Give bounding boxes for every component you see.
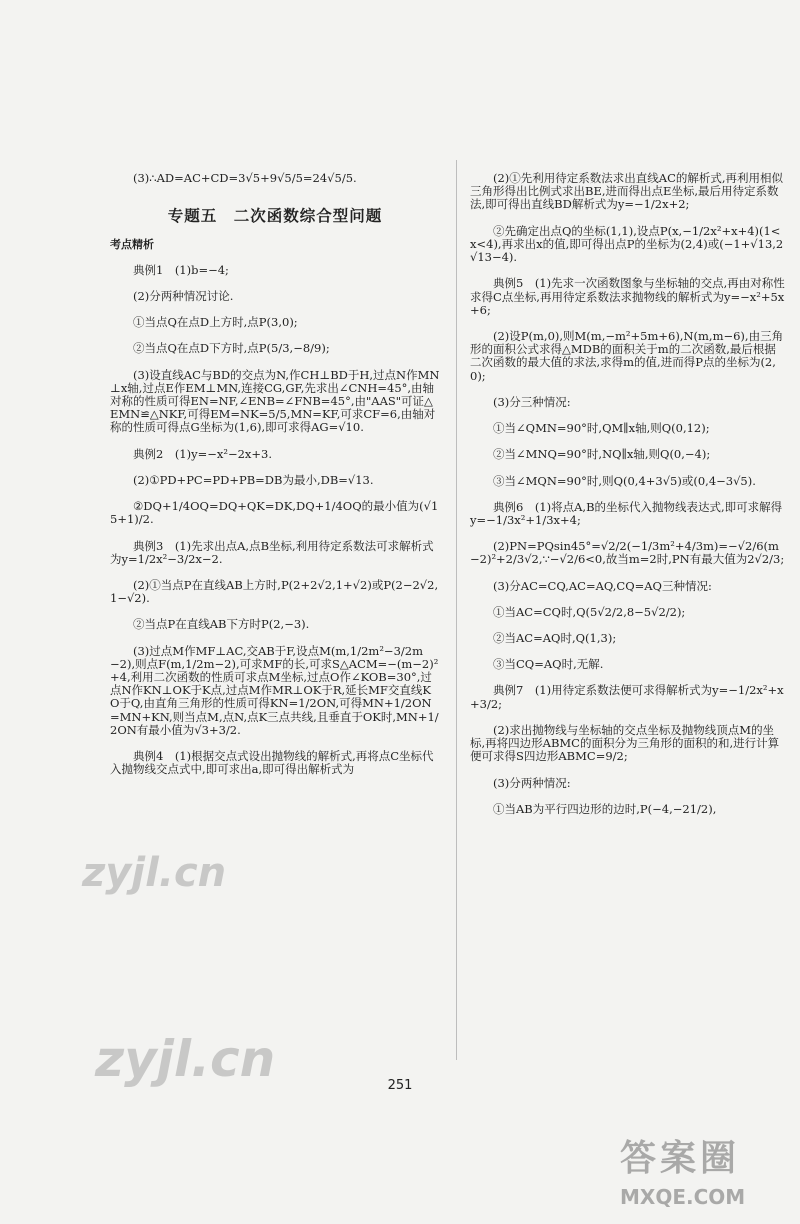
example-5-line: (3)分三种情况: xyxy=(493,394,571,409)
example-5-line: ②当∠MNQ=90°时,NQ∥x轴,则Q(0,−4); xyxy=(493,447,711,462)
example-1-line: (2)分两种情况讨论. xyxy=(133,288,234,303)
logo-domain: MXQE.COM xyxy=(620,1185,746,1209)
logo-title: 答案圈 xyxy=(620,1138,741,1179)
example-1 xyxy=(110,264,440,435)
example-1-line: 典例1 (1)b=−4; xyxy=(133,262,229,277)
example-3-line: 典例3 (1)先求出点A,点B坐标,利用待定系数法可求解析式为y=1/2x²−3/2x−2. xyxy=(110,538,434,566)
left-column xyxy=(110,172,440,790)
example-4 xyxy=(110,750,440,776)
example-3 xyxy=(110,540,440,738)
example-2-line: ②DQ+1/4OQ=DQ+QK=DK,DQ+1/4OQ的最小值为(√15+1)/2. xyxy=(110,499,439,527)
watermark: zyjl.cn xyxy=(82,850,227,896)
example-5-line: ③当∠MQN=90°时,则Q(0,4+3√5)或(0,4−3√5). xyxy=(493,473,756,488)
example-5-line: ①当∠QMN=90°时,QM∥x轴,则Q(0,12); xyxy=(493,421,710,436)
example-6-line: 典例6 (1)将点A,B的坐标代入抛物线表达式,即可求解得y=−1/3x²+1/3x+4; xyxy=(470,499,783,527)
continued-line: (2)①先利用待定系数法求出直线AC的解析式,再利用相似三角形得出比例式求出BE,进而得出点E坐标,最后用待定系数法,即可得出直线BD解析式为y=−1/2x+2; xyxy=(470,171,784,212)
column-divider xyxy=(456,160,457,1060)
example-5 xyxy=(470,277,785,487)
site-logo xyxy=(620,1130,790,1220)
example-5-line: 典例5 (1)先求一次函数图象与坐标轴的交点,再由对称性求得C点坐标,再用待定系数法求抛物线的解析式为y=−x²+5x+6; xyxy=(470,276,785,317)
page-number: 251 xyxy=(387,1078,413,1093)
example-3-line: (2)①当点P在直线AB上方时,P(2+2√2,1+√2)或P(2−2√2,1−√2). xyxy=(110,577,439,606)
example-1-line: (3)设直线AC与BD的交点为N,作CH⊥BD于H,过点N作MN⊥x轴,过点E作EM⊥MN,连接CG,GF,先求出∠CNH=45°,由轴对称的性质可得EN=NF,∠ENB=∠FNB=45°,由"AAS"可证△EMN≌△NKF,可得EM=NK=5/5,MN=KF,可求CF=6,由轴对称的性质可得点G坐标为(1,6),即可求得AG=√10. xyxy=(110,367,440,435)
example-7-line: 典例7 (1)用待定系数法便可求得解析式为y=−1/2x²+x+3/2; xyxy=(470,683,784,711)
example-6-line: (2)PN=PQsin45°=√2/2(−1/3m²+4/3m)=−√2/6(m−2)²+2/3√2,∵−√2/6<0,故当m=2时,PN有最大值为2√2/3; xyxy=(470,539,785,567)
example-2-line: 典例2 (1)y=−x²−2x+3. xyxy=(133,446,273,461)
example-7-line: (2)求出抛物线与坐标轴的交点坐标及抛物线顶点M的坐标,再将四边形ABMC的面积分为三角形的面积的和,进行计算便可求得S四边形ABMC=9/2; xyxy=(470,722,780,764)
page-title: 专题五 二次函数综合型问题 xyxy=(167,206,383,226)
section-heading: 考点精析 xyxy=(110,238,154,252)
example-5-line: (2)设P(m,0),则M(m,−m²+5m+6),N(m,m−6),由三角形的面积公式求得△MDB的面积关于m的二次函数,最后根据二次函数的最大值的求法,求得m的值,进而得P点的坐标为(2,0); xyxy=(470,328,784,383)
watermark: zyjl.cn xyxy=(95,1030,276,1088)
example-4-line: 典例4 (1)根据交点式设出抛物线的解析式,再将点C坐标代入抛物线交点式中,即可求出a,即可得出解析式为 xyxy=(110,749,434,777)
intro-line: (3)∴AD=AC+CD=3√5+9√5/5=24√5/5. xyxy=(133,171,357,185)
example-6-line: (3)分AC=CQ,AC=AQ,CQ=AQ三种情况: xyxy=(493,578,712,593)
example-1-line: ①当点Q在点D上方时,点P(3,0); xyxy=(133,315,298,330)
example-1-line: ②当点Q在点D下方时,点P(5/3,−8/9); xyxy=(133,341,330,356)
example-6-line: ③当CQ=AQ时,无解. xyxy=(493,657,604,672)
example-6-line: ①当AC=CQ时,Q(5√2/2,8−5√2/2); xyxy=(493,604,686,619)
example-7-line: ①当AB为平行四边形的边时,P(−4,−21/2), xyxy=(493,801,717,816)
example-7 xyxy=(470,684,785,816)
example-6 xyxy=(470,501,785,672)
right-column xyxy=(470,172,785,829)
example-6-line: ②当AC=AQ时,Q(1,3); xyxy=(493,631,617,646)
example-2-line: (2)①PD+PC=PD+PB=DB为最小,DB=√13. xyxy=(133,472,374,487)
example-3-line: (3)过点M作MF⊥AC,交AB于F,设点M(m,1/2m²−3/2m−2),则点F(m,1/2m−2),可求MF的长,可求S△ACM=−(m−2)²+4,利用二次函数的性质可求点M坐标,过点O作∠KOB=30°,过点N作KN⊥OK于K点,过点M作MR⊥OK于R,延长MF交直线KO于Q,由直角三角形的性质可得KN=1/2ON,可得MN+1/2ON=MN+KN,则当点M,点N,点K三点共线,且垂直于OK时,MN+1/2ON有最小值为√3+3/2. xyxy=(110,643,439,737)
example-2 xyxy=(110,448,440,527)
example-3-line: ②当点P在直线AB下方时P(2,−3). xyxy=(133,617,310,632)
example-7-line: (3)分两种情况: xyxy=(493,775,571,790)
continued-answer xyxy=(470,172,785,264)
continued-line: ②先确定出点Q的坐标(1,1),设点P(x,−1/2x²+x+4)(1<x<4),再求出x的值,即可得出点P的坐标为(2,4)或(−1+√13,2√13−4). xyxy=(470,223,784,265)
